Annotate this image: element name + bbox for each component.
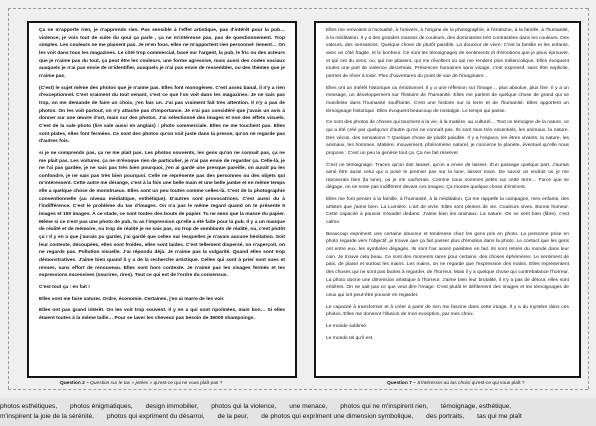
right-paragraph: Beaucoup expriment une certaine douceur et tendresse chez les gens pris en photo. La personne prise en photo regarde vers l'objectif, je trouve que ça fait passer plus d'émotion dans la photo. Le contact que les gens ont entre eux, les symboles dégagés. Ils sont l'air assez paisibles en fait. Ils sont retirés du monde dans leur coin. Je trouve cela beau. Ce sont des moments rares pour certains, des choses éphémères. Le sentiment de paix, de plaisir et surtout les mains. Les mains, on ne regarde que l'expression des mains. Elles représentent des choses qui ne sont pas faciles à regarder, de l'horreur. Mais il y a quelque chose qui contrebalance l'horreur. La photo donne une dimension artistique à l'horreur. J'aime bien leur brutalité, il n'y a pas de détour, elles sont entières. On ne sait pas ce que veut dire l'image. C'est plutôt le défilement des images et les témoignages de ceux qui ont peut-être pouvoir en regarder. [326, 231, 570, 298]
question-right-note: S'intéresser au tas choisi [417, 381, 471, 386]
keyword: tas qui me plaît [477, 413, 522, 420]
right-paragraph: Le monde sublimé. [326, 323, 368, 329]
keyword: m'inspirent la joie de la sérénité, [0, 413, 94, 420]
keyword: photos qui expriment du désarroi, [106, 413, 205, 420]
right-text-panel [314, 21, 581, 378]
dashed-guide-left [8, 8, 9, 389]
left-paragraph: (C'est) le sujet même des photos que je n'aime pas. Elles font monogènes. C'est assez banal, il n'y a rien d'exceptionnel. C'est vraiment du tout venant, c'est ce que l'on voit dans les magazines. Je ne sais pas trop, on me demande de faire un choix, j'en fais un. J'ai pas vraiment fait très attention. Il n'y a pas de photos. On les voit partout, on n'y attache pas d'importance. Je n'ai pas considéré que j'avais un avis à donner sur une œuvre d'art, mais sur des photos. J'ai sélectionné des images et non des effets visuels. C'est de la sale photo (lire sale aussi en anglais) : photo commerciale. Elles ne me touchent pas. Elles sont plates, elles font fermées. Ce sont des photos qu'on voit juste dans la presse, qu'on ne regarde pas d'autres fois. [39, 85, 285, 145]
keyword: une menace, [289, 403, 328, 410]
question-right-text: qu'est-ce qui vous plaît ? [471, 381, 525, 386]
question-left-note: Question sur le tas « jetées » [90, 381, 153, 386]
keyword: témoignage, esthétique, [440, 403, 512, 410]
left-paragraph: si je ne comprends pas, ça ne me plait pas. Les photos souvents, les gens qu'on ne connait pas, ça ne me plait pas. Les voitures, ça ne m'évoque rien de particulier, je n'ai pas envie de regarder ça. Celle-là, je ne l'ai pas gardée, je ne sais pas très bien pourquoi, j'en ai gardé une presque pareille, on aurait pu les confondre, je ne sais pas très bien pourquoi. Celle ne représente pas des personnes ou des objets qui m'intéressent. Cette autre me dérange, c'est à la fois une belle main et une belle jambe et en même temps elle a quelque chose de monstrueux. Elles sont un peu toutes comme celles-là. C'est de la photographie conventionnelle (au niveau médiatique, esthétique). D'autres sont provocatrices. C'est aussi du à l'indifférence. C'est le problème du tas d'images. On n'a pas le même regard quand on te présente 5 images et 150 images. À ce stade, ce sont toutes des bouts de papier. Tu ne sens que la masse du papier. Même si ce n'est pas une photo de pub, tu as l'impression qu'elle a été faite pour la pub. Il y a un manque de réalité et de mémoire, ou trop de réalité je ne sais pas, ou trop de semblants de réalité, ou, c'est plutôt ça ! Il y en a que j'aurais pu garder, j'ai gardé que celles sur lesquelles je n'avais aucune hésitation. Soit leur contexte, découpées, elles sont froides, elles sont laides. C'est tellement dispersé, on n'aperçoit, on ne regarde pas. Pollution visuelle. J'ai répondu déjà. Je n'aime pas la vulgarité. Quand elles sont trop démonstratives. J'aime bien quand il y a de la recherche artistique. Celles qui sont à prier sont vues et revues, sans effort de renouveau. Elles sont hors contexte. Je n'aime pas les visages fermés et les expressions excessives (sourires, rires). Tout ce qui est de l'ordre du consensus. [39, 150, 285, 279]
question-left-caption [60, 381, 222, 386]
keyword-strip [0, 402, 596, 422]
right-paragraph: Elles me renvoient à l'actualité, à l'univers, à l'origine de la photographie, à l'érotisme, à la famille, à l'humanité, à la méditation. Il y a des grandes masses de couleurs, des dominantes très contrastées dans les couleurs. Des valeurs, des sensations. Quelque chose de plutôt paisible. La douceur de vivre. C'est la famille et les enfants, avec un côté fragile, et le bonheur. Ce sont les témoignages de sentiments et d'émotions que je peux éprouver, et qui ont du sens, ou, qui me plaisent, qui me révoltent ou qui me rendent plus mélancolique. Elles évoquent toutes une part de violence désormais. Présences humaines sans visage, c'est expressif, sans être explicite, permet de rêver à loisir. Plus d'ouvertures du point de vue de l'imaginaire… [326, 28, 569, 79]
keyword: photos énigmatiques, [70, 403, 133, 410]
right-paragraph: Elles ont un intérêt historique ou émotionnel. Il y a une réflexion sur l'image… plus absolue, plus fine. Il y a un message, un développement sur l'histoire de l'humanité. Elles me parlent de quelque chose de grand qui se manifeste dans l'humanité souffrante. C'est une histoire sur la terre et de l'humanité. Elles apportent un témoignage historique. Elles évoquent beaucoup de nostalgie. Le temps qui passe. [326, 85, 569, 114]
dashed-guide-right [588, 8, 589, 389]
keyword: photos esthétiques, [0, 403, 58, 410]
right-paragraph: Le monde tel qu'il est. [326, 335, 374, 341]
keyword: de photos qui expriment une dimension symbolique, [261, 413, 414, 420]
keyword: de la peur, [217, 413, 249, 420]
left-paragraph: Elles vont me faire saturer. Ordre, économie. Certaines, j'en ai marre de les voir. [39, 296, 225, 302]
right-paragraph: Ce sont des photos de choses qui touchent à la vie, à la matière, au culturel… Tout ce témoigne de la nature, ce qui a été créé par quelqu'un d'autre qu'on ne connaît pas. Ils sont tous très essentiels, les animaux, la nature. Des vécus, des sensations ? Quelque chose de plutôt paisible. Il y a l'espace, les êtres vivants, la nature, les animaux, les hommes. Matière, mouvement, phénomène naturel, je concerne la planète, éventuel qu'elle nous propose : C'est un peu la genèse tout ça. Ça me fait réserver. [326, 120, 569, 156]
question-right-number: Question 7 – [387, 381, 416, 386]
keyword: photos qui ne m'inspirent rien, [340, 403, 429, 410]
question-left-number: Question 2 – [60, 381, 89, 386]
left-paragraph: Elles ont pas grand intérêt. On les voit trop souvent. Il y en a qui sont ripolinées, mais bon… Si elles étaient toutes à la même taille… Pour se laver les cheveux pas besoin de 36000 shampoings. [39, 308, 285, 321]
keyword-row-2 [0, 412, 596, 422]
right-paragraph: Le capacité à transformer et à créer à partir de rien me fascine dans cette image. Il y a du mystère dans ces photos. Elles me donnent l'illusion de mon exception, par mes choix. [326, 304, 569, 318]
question-left-text: qu'est-ce qui ne vous plaît pas ? [153, 381, 223, 386]
dashed-guide-bottom [8, 389, 588, 390]
right-paragraph: Elles me font penser à la famille, à l'humanité, à la méditation. Ça me rappelle la campagne, mes enfants, des artistes que j'aime bien. La Lumière. L'art de vivre. Elles sont pleines de vie. Couleurs vives. Bonne humeur. Cette capacité à pouvoir s'évader dedans. J'aime bien les animaux. La nature. On se sent bien (libre), c'est calme. [326, 197, 569, 226]
left-text-panel [27, 21, 297, 378]
keyword: des portraits, [426, 413, 465, 420]
left-paragraph: C'est tout ça : en fait ! [39, 285, 90, 290]
keyword: photos qui la violence, [211, 403, 277, 410]
dashed-guide-top [8, 8, 588, 9]
keyword-row-1 [0, 402, 596, 412]
keyword: design immobilier, [145, 403, 199, 410]
question-right-caption [387, 381, 525, 386]
left-paragraph: Ça ne m'apporte rien, je n'apprends rien. Pas sensible à l'effet artistique, pas d'intérêt pour la pub… violence, je vois tout de suite du qoui ça parle , ça ne m'intéresse pas, pas de questionnement. Trop simples. Les couleurs ne me plaisent pas. Je m'en fous, elles ne m'apportent rien personnel- lement… On les voit dans tous les magazines. Le côté trop commercial, basé sur l'argent, la pub, le fric ou des acteurs que je n'aime pas du tout, ça peut être les couleurs, une forme agressive, mais aussi des codes sociaux auxquels je n'ai pas envie de m'identifier, auxquels je n'ai pas envie de ressembler, ou des thèmes que je n'aime pas. [39, 28, 285, 79]
right-paragraph: C'est un témoignage. Traces qu'on doit laisser, qu'on a envie de laisser, d'un passage quelque part. J'aurais aimé être aussi celui qui a posé le premier pas sur la lune, laisser trace. De savoir un endroit où je me reposerais bien (la lune), ou je me cacherais. Comme nous sommes petits sur cette terre… Force que se dégage, on ne reste pas indifférent devant ces images. Ça montre quelque chose d'éminent. [326, 162, 569, 191]
